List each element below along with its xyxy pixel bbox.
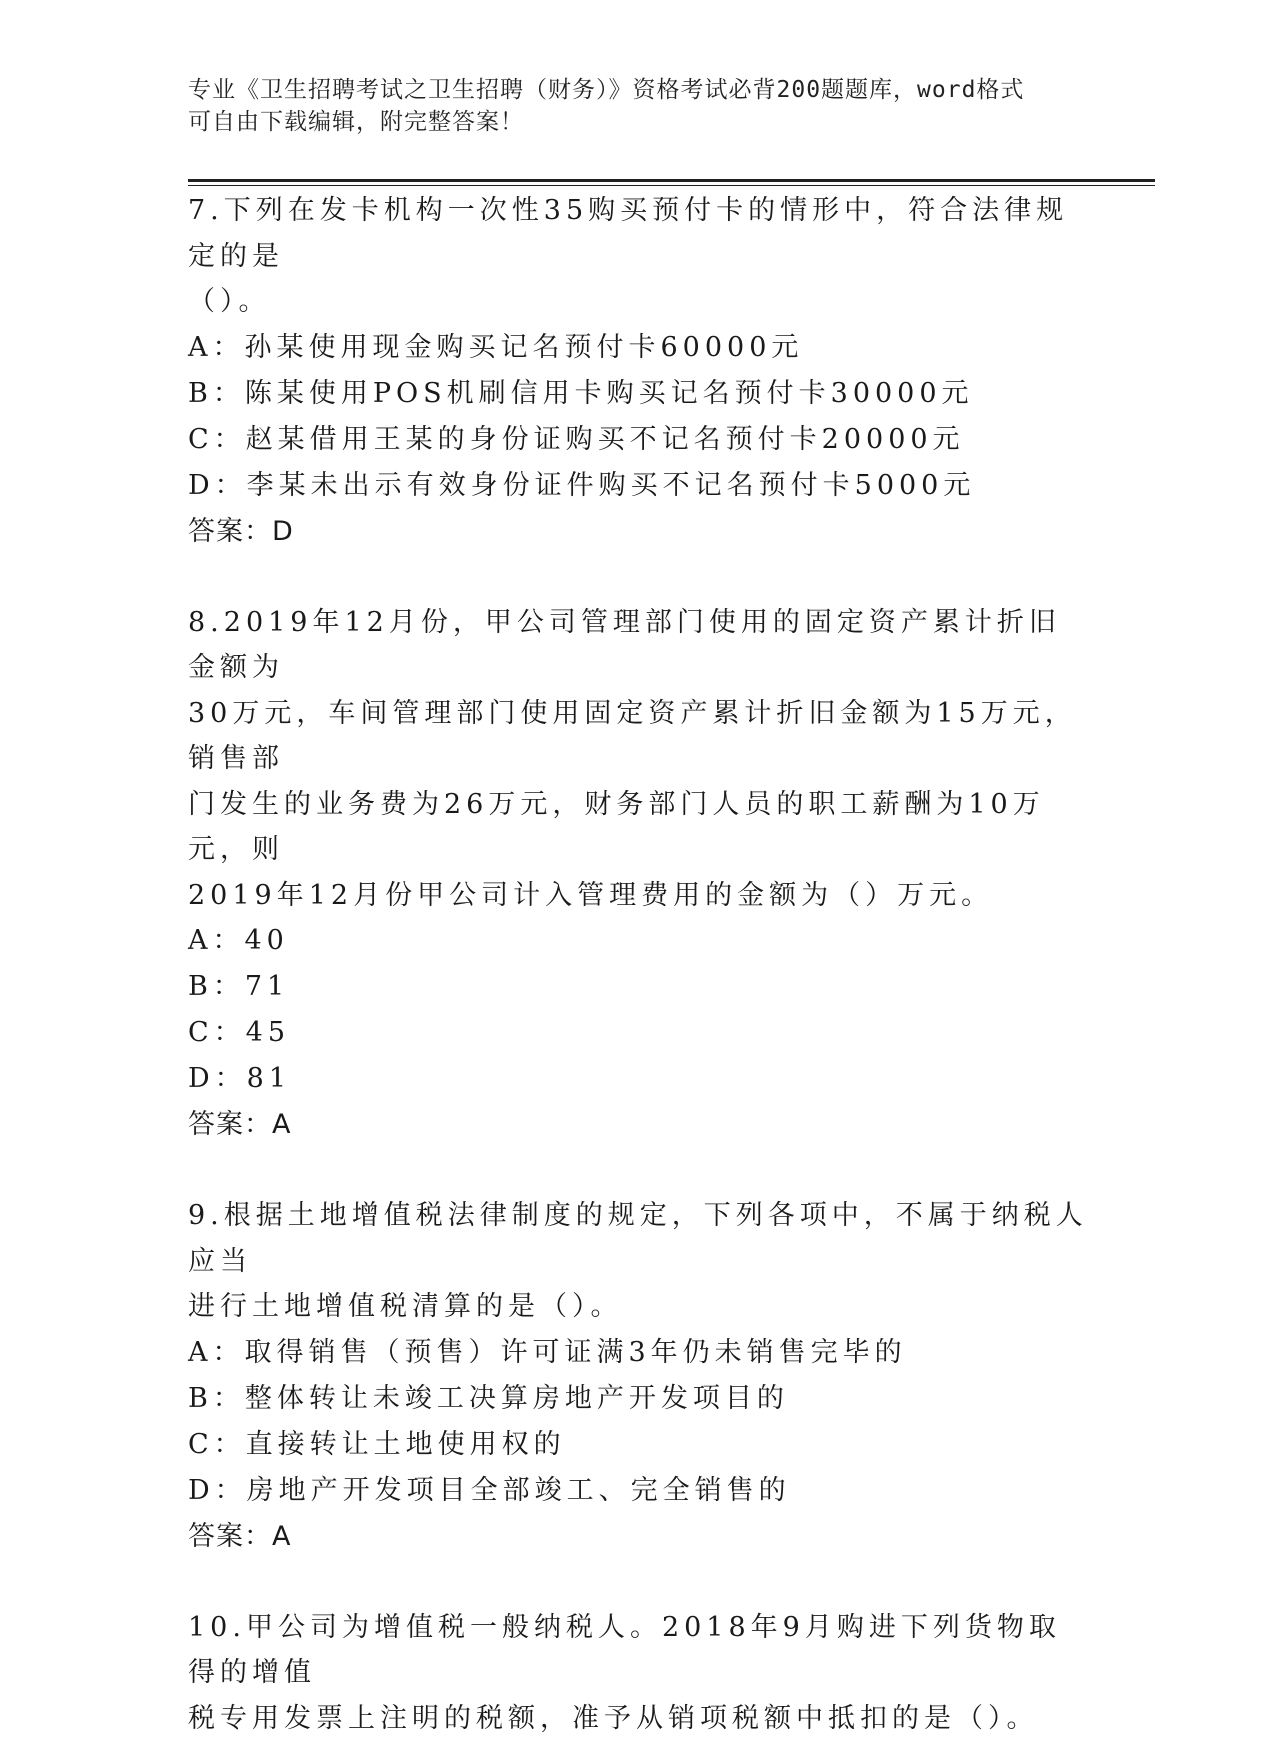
question-list xyxy=(188,188,1088,1741)
option-c: C：赵某借用王某的身份证购买不记名预付卡20000元 xyxy=(188,417,1088,463)
question-text-line: 9.根据土地增值税法律制度的规定，下列各项中，不属于纳税人应当 xyxy=(188,1193,1088,1284)
question-text-line: 7.下列在发卡机构一次性35购买预付卡的情形中，符合法律规定的是 xyxy=(188,188,1088,279)
option-a: A：取得销售（预售）许可证满3年仍未销售完毕的 xyxy=(188,1330,1088,1376)
document-header xyxy=(188,74,1088,138)
option-b: B：整体转让未竣工决算房地产开发项目的 xyxy=(188,1376,1088,1422)
question-block-8 xyxy=(188,600,1088,1149)
option-b: B：陈某使用POS机刷信用卡购买记名预付卡30000元 xyxy=(188,371,1088,417)
question-text-line: 30万元，车间管理部门使用固定资产累计折旧金额为15万元，销售部 xyxy=(188,691,1088,782)
option-d: D：李某未出示有效身份证件购买不记名预付卡5000元 xyxy=(188,463,1088,509)
option-d: D：81 xyxy=(188,1056,1088,1102)
answer-line: 答案：A xyxy=(188,1514,1088,1560)
header-divider-thin xyxy=(188,185,1155,186)
header-divider-thick xyxy=(188,179,1155,182)
question-text-line: 进行土地增值税清算的是（）。 xyxy=(188,1284,1088,1330)
question-text-line: 税专用发票上注明的税额，准予从销项税额中抵扣的是（）。 xyxy=(188,1696,1088,1741)
option-d: D：房地产开发项目全部竣工、完全销售的 xyxy=(188,1468,1088,1514)
question-block-10 xyxy=(188,1605,1088,1741)
header-line-2: 可自由下载编辑，附完整答案！ xyxy=(188,106,1088,138)
header-line-1: 专业《卫生招聘考试之卫生招聘（财务）》资格考试必背200题题库，word格式 xyxy=(188,74,1088,106)
question-block-7 xyxy=(188,188,1088,555)
option-b: B：71 xyxy=(188,964,1088,1010)
option-c: C：直接转让土地使用权的 xyxy=(188,1422,1088,1468)
option-a: A：孙某使用现金购买记名预付卡60000元 xyxy=(188,325,1088,371)
question-block-9 xyxy=(188,1193,1088,1560)
question-text-line: （）。 xyxy=(188,279,1088,325)
option-a: A：40 xyxy=(188,918,1088,964)
question-text-line: 2019年12月份甲公司计入管理费用的金额为（）万元。 xyxy=(188,873,1088,919)
question-text-line: 10.甲公司为增值税一般纳税人。2018年9月购进下列货物取得的增值 xyxy=(188,1605,1088,1696)
answer-line: 答案：A xyxy=(188,1102,1088,1148)
question-text-line: 门发生的业务费为26万元，财务部门人员的职工薪酬为10万元，则 xyxy=(188,782,1088,873)
answer-line: 答案：D xyxy=(188,509,1088,555)
question-text-line: 8.2019年12月份，甲公司管理部门使用的固定资产累计折旧金额为 xyxy=(188,600,1088,691)
option-c: C：45 xyxy=(188,1010,1088,1056)
